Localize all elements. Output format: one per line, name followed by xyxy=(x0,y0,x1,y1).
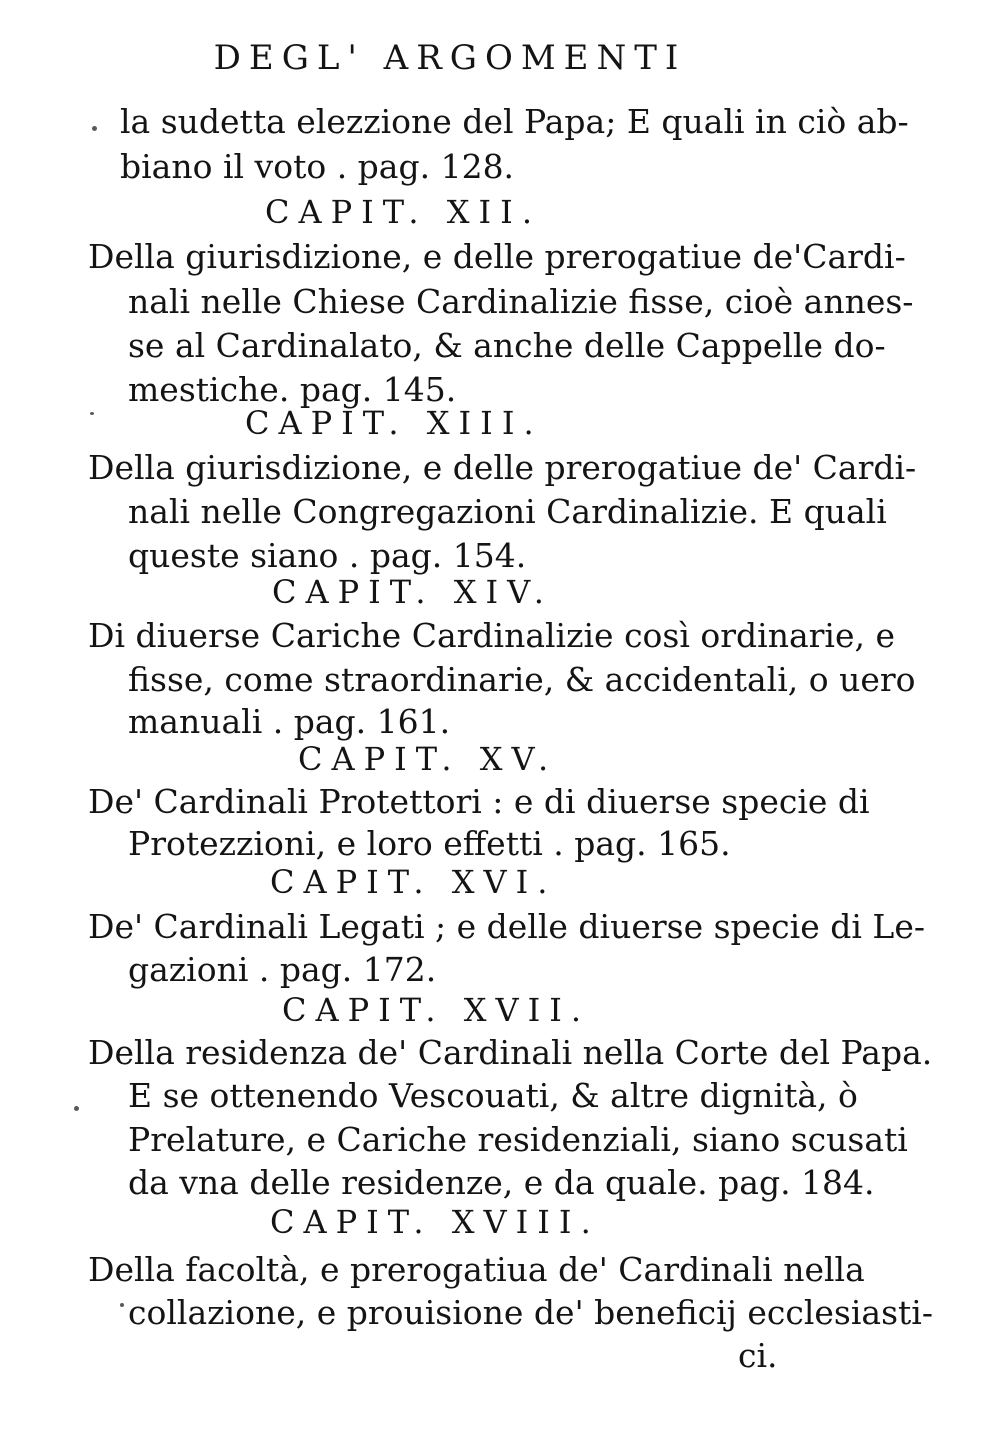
entry-line: la sudetta elezzione del Papa; E quali in ciò ab- xyxy=(120,102,909,141)
entry-line: queste siano . pag. 154. xyxy=(128,536,527,575)
entry-line: Della facoltà, e prerogatiua de' Cardinali nella xyxy=(88,1250,865,1289)
chapter-heading: CAPIT. XIII. xyxy=(245,404,543,442)
entry-line: De' Cardinali Protettori : e di diuerse specie di xyxy=(88,782,870,821)
chapter-heading: CAPIT. XVIII. xyxy=(270,1203,600,1241)
running-head: DEGL' ARGOMENTI xyxy=(213,38,687,78)
entry-line: Prelature, e Cariche residenziali, siano scusati xyxy=(128,1120,908,1159)
chapter-heading: CAPIT. XVI. xyxy=(270,863,557,901)
entry-line: gazioni . pag. 172. xyxy=(128,950,437,989)
entry-line: collazione, e prouisione de' beneficij ecclesiasti- xyxy=(128,1293,933,1332)
entry-line: E se ottenendo Vescouati, & altre dignità, ò xyxy=(128,1076,858,1115)
entry-line: Della residenza de' Cardinali nella Corte del Papa. xyxy=(88,1033,933,1072)
chapter-heading: CAPIT. XVII. xyxy=(282,991,591,1029)
entry-line: manuali . pag. 161. xyxy=(128,702,451,741)
chapter-heading: CAPIT. XIV. xyxy=(272,573,553,611)
chapter-heading: CAPIT. XV. xyxy=(298,740,558,778)
entry-line: fisse, come straordinarie, & accidentali, o uero xyxy=(128,660,916,699)
entry-line: ci. xyxy=(738,1336,778,1375)
entry-line: biano il voto . pag. 128. xyxy=(120,147,515,186)
ink-speck xyxy=(74,1106,79,1111)
entry-line: De' Cardinali Legati ; e delle diuerse specie di Le- xyxy=(88,907,926,946)
entry-line: Protezzioni, e loro effetti . pag. 165. xyxy=(128,824,731,863)
entry-line: Della giurisdizione, e delle prerogatiue de'Cardi- xyxy=(88,237,906,276)
ink-speck xyxy=(120,1303,124,1307)
entry-line: Di diuerse Cariche Cardinalizie così ordinarie, e xyxy=(88,616,896,655)
entry-line: nali nelle Chiese Cardinalizie fisse, cioè annes- xyxy=(128,282,914,321)
entry-line: se al Cardinalato, & anche delle Cappelle do- xyxy=(128,326,886,365)
ink-speck xyxy=(92,126,97,131)
chapter-heading: CAPIT. XII. xyxy=(265,193,541,231)
entry-line: mestiche. pag. 145. xyxy=(128,370,457,409)
entry-line: Della giurisdizione, e delle prerogatiue de' Cardi- xyxy=(88,448,917,487)
entry-line: nali nelle Congregazioni Cardinalizie. E quali xyxy=(128,492,887,531)
entry-line: da vna delle residenze, e da quale. pag. 184. xyxy=(128,1163,875,1202)
ink-speck xyxy=(90,412,94,415)
